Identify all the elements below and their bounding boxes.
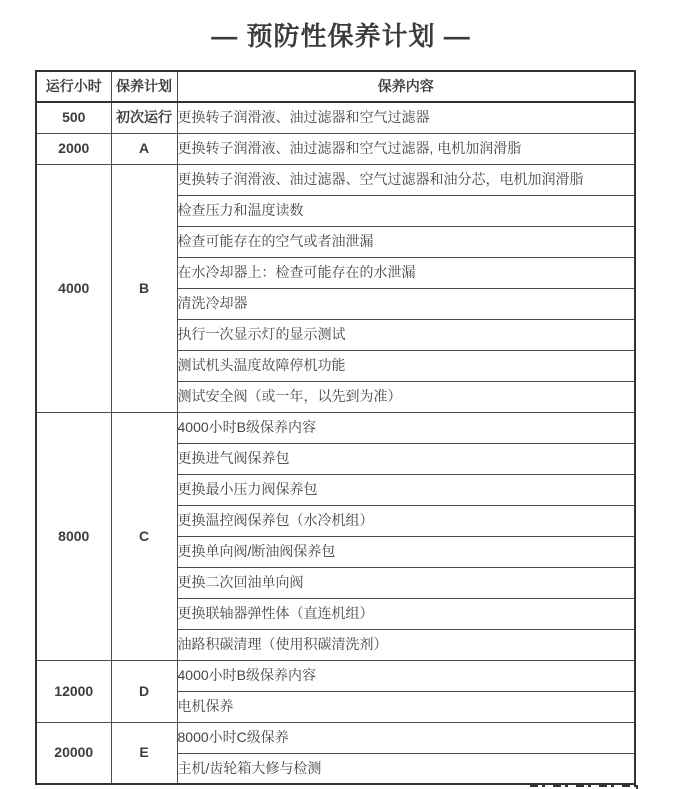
content-cell: 更换转子润滑液、油过滤器和空气过滤器, 电机加润滑脂 (177, 133, 635, 164)
maintenance-table-wrap (35, 70, 636, 785)
table-row (36, 660, 635, 691)
plan-cell: 初次运行 (111, 102, 177, 133)
content-cell: 检查压力和温度读数 (177, 195, 635, 226)
content-cell: 更换单向阀/断油阀保养包 (177, 536, 635, 567)
content-cell: 4000小时B级保养内容 (177, 660, 635, 691)
header-row (36, 71, 635, 102)
content-cell: 更换二次回油单向阀 (177, 567, 635, 598)
content-cell: 在水冷却器上：检查可能存在的水泄漏 (177, 257, 635, 288)
header-operating-hours: 运行小时 (36, 71, 111, 102)
content-cell: 更换进气阀保养包 (177, 443, 635, 474)
table-row (36, 102, 635, 133)
content-cell: 更换转子润滑液、油过滤器和空气过滤器 (177, 102, 635, 133)
content-cell: 检查可能存在的空气或者油泄漏 (177, 226, 635, 257)
content-cell: 更换温控阀保养包（水冷机组） (177, 505, 635, 536)
plan-cell: C (111, 412, 177, 660)
maintenance-table (35, 70, 636, 785)
header-maintenance-plan: 保养计划 (111, 71, 177, 102)
content-cell: 更换转子润滑液、油过滤器、空气过滤器和油分芯，电机加润滑脂 (177, 164, 635, 195)
hours-cell: 12000 (36, 660, 111, 722)
hours-cell: 500 (36, 102, 111, 133)
table-row (36, 164, 635, 195)
table-row (36, 133, 635, 164)
page-title: — 预防性保养计划 — (211, 21, 471, 51)
content-cell: 主机/齿轮箱大修与检测 (177, 753, 635, 784)
content-cell: 油路积碳清理（使用积碳清洗剂） (177, 629, 635, 660)
content-cell: 清洗冷却器 (177, 288, 635, 319)
content-cell: 测试机头温度故障停机功能 (177, 350, 635, 381)
dashdot-border-remnant (526, 785, 638, 787)
plan-cell: E (111, 722, 177, 784)
plan-cell: B (111, 164, 177, 412)
content-cell: 更换最小压力阀保养包 (177, 474, 635, 505)
table-row (36, 722, 635, 753)
content-cell: 更换联轴器弹性体（直连机组） (177, 598, 635, 629)
plan-cell: A (111, 133, 177, 164)
content-cell: 电机保养 (177, 691, 635, 722)
header-maintenance-content: 保养内容 (177, 71, 635, 102)
hours-cell: 8000 (36, 412, 111, 660)
content-cell: 4000小时B级保养内容 (177, 412, 635, 443)
content-cell: 测试安全阀（或一年，以先到为准） (177, 381, 635, 412)
table-row (36, 412, 635, 443)
content-cell: 执行一次显示灯的显示测试 (177, 319, 635, 350)
hours-cell: 4000 (36, 164, 111, 412)
hours-cell: 2000 (36, 133, 111, 164)
content-cell: 8000小时C级保养 (177, 722, 635, 753)
border-corner-tick (636, 785, 638, 789)
plan-cell: D (111, 660, 177, 722)
hours-cell: 20000 (36, 722, 111, 784)
